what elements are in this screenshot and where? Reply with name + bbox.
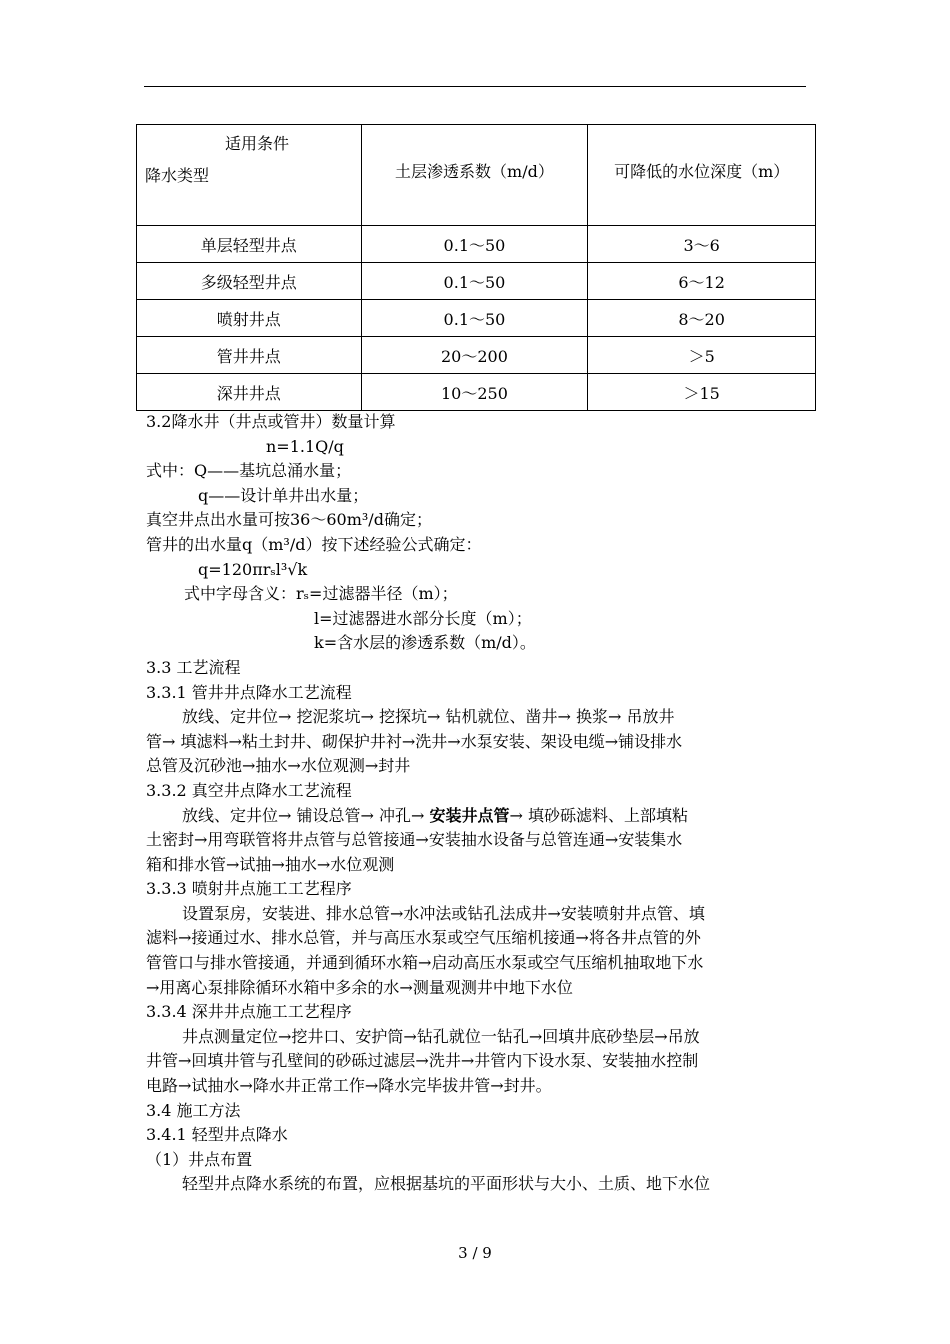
table-header-row: [137, 125, 816, 226]
paragraph-line: k=含水层的渗透系数（m/d）。: [314, 633, 536, 653]
dewatering-table: [136, 124, 816, 411]
bold-text-run: 安装井点管: [429, 805, 510, 825]
section-heading: 3.2降水井（井点或管井）数量计算: [146, 412, 396, 431]
cell-depth: ＞5: [588, 337, 816, 374]
header-rule: [144, 86, 806, 87]
cell-k: 0.1～50: [361, 300, 588, 337]
formula: n=1.1Q/q: [266, 436, 344, 456]
header-permeability: 土层渗透系数（m/d）: [361, 125, 588, 226]
list-item: （1）井点布置: [146, 1149, 253, 1169]
page-number: 3 / 9: [458, 1244, 492, 1262]
paragraph-line: 放线、定井位→ 挖泥浆坑→ 挖探坑→ 钻机就位、凿井→ 换浆→ 吊放井: [182, 707, 675, 727]
paragraph-line: 式中：Q——基坑总涌水量；: [146, 461, 352, 481]
paragraph-line: 总管及沉砂池→抽水→水位观测→封井: [146, 756, 411, 776]
paragraph-line: [146, 804, 816, 829]
section-heading: 3.4 施工方法: [146, 1100, 241, 1120]
section-heading: 3.3.2 真空井点降水工艺流程: [146, 780, 352, 800]
paragraph-line: 管井的出水量q（m³/d）按下述经验公式确定：: [146, 534, 482, 554]
cell-type: 单层轻型井点: [137, 226, 362, 263]
section-heading: 3.3.1 管井井点降水工艺流程: [146, 682, 352, 702]
cell-k: 20～200: [361, 337, 588, 374]
cell-type: 喷射井点: [137, 300, 362, 337]
formula: q=120πrₛl³√k: [198, 559, 308, 579]
header-depth: 可降低的水位深度（m）: [588, 125, 816, 226]
paragraph-line: →用离心泵排除循环水箱中多余的水→测量观测井中地下水位: [146, 977, 573, 997]
cell-type: 多级轻型井点: [137, 263, 362, 300]
cell-type: 深井井点: [137, 374, 362, 411]
table-row: [137, 337, 816, 374]
table-row: [137, 226, 816, 263]
header-type: 降水类型: [145, 166, 210, 185]
cell-depth: 3～6: [588, 226, 816, 263]
body-text: [146, 410, 816, 1197]
table-row: [137, 374, 816, 411]
paragraph-line: 式中字母含义：rₛ=过滤器半径（m）；: [184, 584, 458, 604]
paragraph-line: 滤料→接通过水、排水总管，并与高压水泵或空气压缩机接通→将各井点管的外: [146, 928, 701, 948]
section-heading: 3.4.1 轻型井点降水: [146, 1125, 288, 1145]
header-condition: 适用条件: [225, 134, 290, 153]
section-heading: 3.3 工艺流程: [146, 657, 241, 677]
paragraph-line: 土密封→用弯联管将井点管与总管接通→安装抽水设备与总管连通→安装集水: [146, 830, 683, 850]
paragraph-line: 轻型井点降水系统的布置，应根据基坑的平面形状与大小、土质、地下水位: [182, 1174, 711, 1194]
section-heading: 3.3.4 深井井点施工工艺程序: [146, 1002, 352, 1022]
paragraph-line: 设置泵房，安装进、排水总管→水冲法或钻孔法成井→安装喷射井点管、填: [182, 903, 705, 923]
cell-depth: 8～20: [588, 300, 816, 337]
paragraph-line: 真空井点出水量可按36～60m³/d确定；: [146, 510, 432, 530]
paragraph-line: q——设计单井出水量；: [198, 485, 369, 505]
paragraph-line: 井点测量定位→挖井口、安护筒→钻孔就位一钻孔→回填井底砂垫层→吊放: [182, 1026, 700, 1046]
paragraph-line: 井管→回填井管与孔壁间的砂砾过滤层→洗井→井管内下设水泵、安装抽水控制: [146, 1051, 699, 1071]
paragraph-line: 管管口与排水管接通，并通到循环水箱→启动高压水泵或空气压缩机抽取地下水: [146, 953, 704, 973]
paragraph-line: 箱和排水管→试抽→抽水→水位观测: [146, 854, 395, 874]
cell-depth: ＞15: [588, 374, 816, 411]
cell-k: 0.1～50: [361, 263, 588, 300]
paragraph-line: 电路→试抽水→降水井正常工作→降水完毕拔井管→封井。: [146, 1076, 552, 1096]
table-row: [137, 300, 816, 337]
section-heading: 3.3.3 喷射井点施工工艺程序: [146, 879, 352, 899]
cell-depth: 6～12: [588, 263, 816, 300]
text-run: → 填砂砾滤料、上部填粘: [509, 805, 688, 825]
table-row: [137, 263, 816, 300]
cell-type: 管井井点: [137, 337, 362, 374]
cell-k: 10～250: [361, 374, 588, 411]
paragraph-line: l=过滤器进水部分长度（m）；: [314, 608, 532, 628]
paragraph-line: 管→ 填滤料→粘土封井、砌保护井衬→洗井→水泵安装、架设电缆→铺设排水: [146, 731, 683, 751]
text-run: 放线、定井位→ 铺设总管→ 冲孔→: [182, 805, 430, 825]
cell-k: 0.1～50: [361, 226, 588, 263]
